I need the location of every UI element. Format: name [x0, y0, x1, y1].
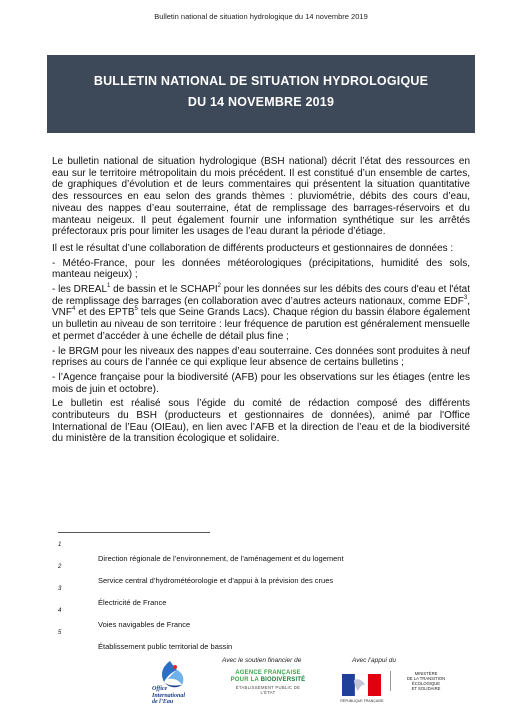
footnote-text: Électricité de France	[98, 598, 167, 607]
footnote-number: 1	[58, 542, 62, 548]
ministry-line3: ÉCOLOGIQUE	[411, 681, 441, 686]
footnote-text: Voies navigables de France	[98, 620, 191, 629]
footnote-ref-2[interactable]: 2	[217, 283, 222, 290]
paragraph-afb: - l’Agence française pour la biodiversité (AFB) pour les observations sur les étiages (entre les mois de juin et octobre).	[52, 371, 470, 395]
footnote-number: 4	[58, 608, 62, 614]
dreal-text-c: pour les données sur les débits des cours d'eau et l'état de remplissage des barrages (en collaboration avec d’autres acteurs nationaux, comme EDF	[52, 284, 471, 307]
afb-line2b: BIODIVERSITÉ	[260, 677, 306, 683]
paragraph-comite: Le bulletin est réalisé sous l’égide du comité de rédaction composé des différents contributeurs du BSH (producteurs et gestionnaires de données), animé par l'Office International de l’Eau (OIEau), en lien avec l’AFB et la direction de l’eau et de la biodiversité du ministère de la transition écologique et solidaire.	[52, 398, 470, 445]
dreal-text-a: - les DREAL	[52, 284, 108, 296]
body-text	[52, 156, 470, 450]
oieau-line1: Office	[152, 686, 168, 692]
footnote-number: 3	[58, 586, 62, 592]
oieau-line3: de l’Eau	[152, 699, 174, 705]
footnote-number: 5	[58, 630, 62, 636]
oieau-line2: International	[152, 692, 186, 699]
afb-logo	[228, 670, 308, 695]
footnote-separator	[58, 532, 210, 533]
running-header: Bulletin national de situation hydrologique du 14 novembre 2019	[154, 12, 368, 21]
paragraph-intro: Le bulletin national de situation hydrologique (BSH national) décrit l’état des ressources en eau sur le territoire métropolitain du mois précédent. Il est constitué d’un ensemble de cartes, de graphiques d’évolution et de leurs commentaires qui présentent la situation quantitative des ressources en eau selon des grands thèmes : pluviométrie, débits des cours d’eau, niveau des nappes d’eau souterraine, état de remplissage des barrages-réservoirs et du manteau neigeux. Il peut également fournir une information synthétique sur les arrêtés préfectoraux pris pour limiter les usages de l’eau durant la période d’étiage.	[52, 156, 470, 238]
paragraph-meteo-france: - Météo-France, pour les données météorologiques (précipitations, humidité des sols, manteau neigeux) ;	[52, 257, 470, 281]
dreal-text-e: et des EPTB	[75, 307, 135, 319]
ministry-line2: DE LA TRANSITION	[406, 676, 446, 681]
ministry-line4: ET SOLIDAIRE	[411, 686, 441, 691]
afb-line2a: POUR LA	[230, 677, 261, 683]
footnote-ref-4[interactable]: 4	[72, 306, 76, 313]
banner-title-line2: DU 14 NOVEMBRE 2019	[187, 95, 335, 109]
dreal-text-f: tels que Seine Grands Lacs). Chaque région du bassin élabore également un bulletin au niveau de son territoire : leur fréquence de parution est généralement mensuelle et permet d’accéder à une échelle de détail plus fine ;	[52, 307, 471, 342]
ministry-label	[390, 671, 457, 691]
footnote-text: Établissement public territorial de bassin	[98, 642, 233, 651]
afb-line1: AGENCE FRANÇAISE	[235, 670, 301, 676]
dreal-text-b: de bassin et le SCHAPI	[110, 284, 218, 296]
dreal-text-d: , VNF	[52, 295, 470, 319]
footnote-number: 2	[58, 564, 62, 570]
footnote-ref-5[interactable]: 5	[134, 306, 138, 313]
support-appui-label: Avec l’appui du	[352, 657, 396, 664]
paragraph-collaboration: Il est le résultat d’une collaboration de différents producteurs et gestionnaires de données :	[52, 242, 454, 254]
title-banner	[47, 55, 475, 133]
ministry-line1: MINISTÈRE	[414, 671, 438, 676]
footnote-ref-1[interactable]: 1	[107, 283, 111, 290]
support-financier-label: Avec le soutien financier de	[222, 657, 302, 664]
republique-francaise-text: RÉPUBLIQUE FRANÇAISE	[340, 699, 384, 703]
footnote-ref-3[interactable]: 3	[463, 294, 468, 301]
oieau-logo-text	[152, 686, 185, 706]
footnote-text: Direction régionale de l’environnement, de l’aménagement et du logement	[98, 554, 344, 563]
afb-line3: ÉTABLISSEMENT PUBLIC DE L’ÉTAT	[235, 685, 301, 695]
partner-footer	[0, 656, 522, 722]
footnote-text: Service central d’hydrométéorologie et d’appui à la prévision des crues	[98, 576, 334, 585]
paragraph-brgm: - le BRGM pour les niveaux des nappes d’eau souterraine. Ces données sont produites à neuf reprises au cours de l’année ce qui explique leur absence de certains bulletins ;	[52, 345, 470, 369]
afb-line2	[228, 677, 308, 683]
banner-title-line1: BULLETIN NATIONAL DE SITUATION HYDROLOGIQUE	[93, 74, 429, 88]
paragraph-dreal	[52, 284, 470, 343]
